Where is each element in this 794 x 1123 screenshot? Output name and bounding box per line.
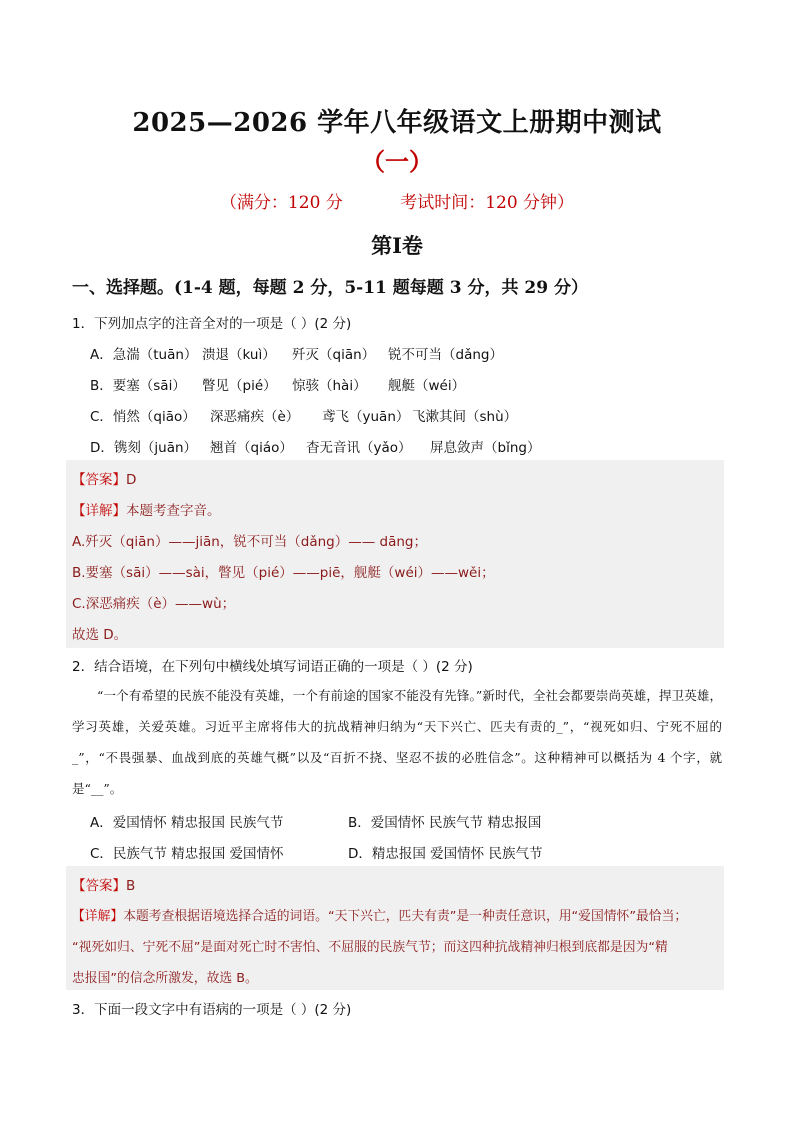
q1-answer-tag: 【答案】 <box>72 472 126 488</box>
q2-option-d: D．精忠报国 爱国情怀 民族气节 <box>348 846 543 862</box>
q1-detail-tag: 【详解】 <box>72 503 126 519</box>
q1-b-4: 舰艇（wéi） <box>388 378 466 394</box>
q1-option-b <box>90 374 465 394</box>
q1-d-1: D．镌刻（juān） <box>90 440 198 456</box>
q2-answer-value: B <box>126 878 136 894</box>
q2-passage: “一个有希望的民族不能没有英雄，一个有前途的国家不能没有先锋。”新时代，全社会都要崇尚英雄，捍卫英雄，学习英雄，关爱英雄。习近平主席将伟大的抗战精神归纳为“天下兴亡、匹夫有责的_”，“视死如归、宁死不屈的_”，“不畏强暴、血战到底的英雄气概”以及“百折不挠、坚忍不拔的必胜信念”。这种精神可以概括为 4 个字，就是“__”。 <box>72 688 722 796</box>
question-3-stem: 3．下面一段文字中有语病的一项是（ ）(2 分) <box>72 1002 352 1018</box>
q1-answer-value: D <box>126 472 137 488</box>
q2-answer-tag: 【答案】 <box>72 878 126 894</box>
volume-heading: 第Ⅰ卷 <box>371 233 423 258</box>
q1-a-1: A．急湍（tuān） <box>90 347 198 363</box>
question-1-stem: 1．下列加点字的注音全对的一项是（ ）(2 分) <box>72 316 352 332</box>
exam-subtitle: （一） <box>361 147 433 176</box>
q2-option-b: B．爱国情怀 民族气节 精忠报国 <box>348 815 542 831</box>
q1-b-3: 惊骇（hài） <box>292 378 367 394</box>
q2-option-c: C．民族气节 精忠报国 爱国情怀 <box>90 846 284 862</box>
q1-a-3: 歼灭（qiān） <box>292 347 376 363</box>
q1-c-2: 深恶痛疾（è） <box>210 409 300 425</box>
q1-a-2: 溃退（kuì） <box>202 347 276 363</box>
q2-detail-line: 忠报国”的信念所激发，故选 B。 <box>72 971 258 986</box>
q1-c-3: 鸢飞（yuān） <box>322 409 410 425</box>
q1-d-4: 屏息敛声（bǐng） <box>430 440 541 456</box>
q1-option-a <box>90 343 503 363</box>
q2-option-a: A．爱国情怀 精忠报国 民族气节 <box>90 815 284 831</box>
q1-detail-line: B.要塞（sāi）——sài，瞥见（pié）——piē，舰艇（wéi）——wěi； <box>72 565 495 581</box>
full-score: （满分：120 分 <box>219 193 343 213</box>
q1-a-4: 锐不可当（dǎng） <box>388 347 503 363</box>
q2-answer-box <box>66 866 724 990</box>
question-2-stem: 2．结合语境，在下列句中横线处填写词语正确的一项是（ ）(2 分) <box>72 659 473 675</box>
q1-detail-line: A.歼灭（qiān）——jiān，锐不可当（dǎng）—— dāng； <box>72 534 427 550</box>
q2-detail-line: “视死如归、宁死不屈”是面对死亡时不害怕、不屈服的民族气节；而这四种抗战精神归根到底都是因为“精 <box>72 940 668 955</box>
q1-detail-0: 本题考查字音。 <box>126 503 221 519</box>
q2-answer <box>72 874 135 894</box>
q1-d-3: 杳无音讯（yǎo） <box>306 440 412 456</box>
exam-time: 考试时间：120 分钟） <box>400 193 575 213</box>
q1-c-1: C．悄然（qiāo） <box>90 409 196 425</box>
q2-detail <box>72 905 687 924</box>
q2-detail-0: 本题考查根据语境选择合适的词语。“天下兴亡，匹夫有责”是一种责任意识，用“爱国情怀”最恰当； <box>123 909 688 924</box>
q1-option-c <box>90 405 517 425</box>
q1-c-4: 飞漱其间（shù） <box>412 409 518 425</box>
q1-detail-line: C.深恶痛疾（è）——wù； <box>72 596 236 612</box>
q1-answer-box <box>66 460 724 648</box>
q1-option-d <box>90 436 540 456</box>
q1-answer <box>72 468 136 488</box>
q1-detail-line: 故选 D。 <box>72 627 128 643</box>
exam-title: 2025—2026 学年八年级语文上册期中测试 <box>132 108 662 138</box>
exam-meta <box>0 188 794 213</box>
section-heading: 一、选择题。(1-4 题，每题 2 分，5-11 题每题 3 分，共 29 分） <box>72 278 588 298</box>
q1-detail <box>72 499 221 519</box>
q1-b-1: B．要塞（sāi） <box>90 378 186 394</box>
q1-d-2: 翘首（qiáo） <box>210 440 293 456</box>
q1-b-2: 瞥见（pié） <box>202 378 277 394</box>
q2-detail-tag: 【详解】 <box>72 909 124 924</box>
